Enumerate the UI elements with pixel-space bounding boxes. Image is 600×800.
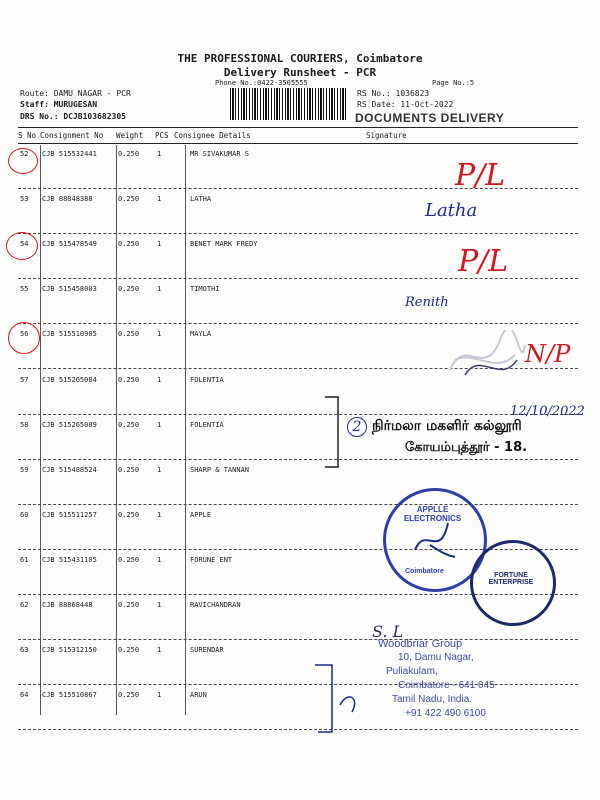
weight: 0.250: [118, 601, 140, 609]
weight: 0.250: [118, 285, 140, 293]
weight: 0.250: [118, 646, 140, 654]
table-row: [0, 646, 600, 658]
col-signature: Signature: [366, 131, 407, 140]
consignment-number: CJB 515488524: [42, 466, 97, 474]
consignee-name: RAVICHANDRAN: [190, 601, 241, 609]
consignee-name: FOLENTIA: [190, 421, 224, 429]
weight: 0.250: [118, 556, 140, 564]
header-top-rule: [18, 127, 578, 128]
table-row: [0, 240, 600, 252]
pieces: 1: [157, 150, 162, 158]
consignee-name: LATHA: [190, 195, 212, 203]
weight: 0.250: [118, 511, 140, 519]
woodbriar-line3: Puliakulam,: [386, 666, 438, 677]
table-row: [0, 511, 600, 523]
row-divider: [18, 639, 578, 640]
row-divider: [18, 323, 578, 324]
table-row: [0, 466, 600, 478]
table-row: [0, 150, 600, 162]
consignee-name: APPLE: [190, 511, 212, 519]
woodbriar-line1: Woodbriar Group: [378, 638, 463, 650]
serial-number: 59: [20, 466, 29, 474]
serial-number: 56: [20, 330, 29, 338]
handwritten-pl: P/L: [455, 158, 506, 193]
pieces: 1: [157, 466, 162, 474]
circled-two: 2: [347, 417, 367, 437]
pieces: 1: [157, 195, 162, 203]
documents-delivery-stamp: DOCUMENTS DELIVERY: [355, 111, 505, 125]
row-divider: [18, 729, 578, 730]
consignment-number: CJB 515458003: [42, 285, 97, 293]
consignment-number: CJB 515265084: [42, 376, 97, 384]
consignee-name: MR SIVAKUMAR S: [190, 150, 250, 158]
consignment-number: CJB 88868448: [42, 601, 93, 609]
header-bottom-rule: [18, 143, 578, 144]
red-circle: [8, 322, 40, 354]
consignment-number: CJB 515510867: [42, 691, 97, 699]
route: Route: DAMU NAGAR - PCR: [20, 89, 131, 98]
row-divider: [18, 414, 578, 415]
red-circle: [8, 148, 38, 174]
table-row: [0, 691, 600, 703]
serial-number: 61: [20, 556, 29, 564]
consignment-number: CJB 515312150: [42, 646, 97, 654]
barcode: [230, 88, 348, 120]
consignee-name: MAYLA: [190, 330, 212, 338]
bracket-signature: [310, 660, 370, 740]
pieces: 1: [157, 511, 162, 519]
serial-number: 52: [20, 150, 29, 158]
col-pcs: PCS: [155, 131, 169, 140]
weight: 0.250: [118, 330, 140, 338]
pieces: 1: [157, 601, 162, 609]
consignee-name: FORUNE ENT: [190, 556, 233, 564]
col-weight: Weight: [116, 131, 144, 140]
consignment-number: CJB 515532441: [42, 150, 97, 158]
apple-seal-signature: [410, 515, 460, 565]
page-number: Page No.:5: [432, 79, 475, 87]
staff: Staff: MURUGESAN: [20, 100, 98, 109]
bracket-mark: [320, 392, 350, 472]
weight: 0.250: [118, 691, 140, 699]
consignment-number: CJB 515431105: [42, 556, 97, 564]
woodbriar-line5: Tamil Nadu, India.: [392, 694, 473, 705]
row-divider: [18, 233, 578, 234]
serial-number: 57: [20, 376, 29, 384]
pieces: 1: [157, 646, 162, 654]
weight: 0.250: [118, 150, 140, 158]
serial-number: 64: [20, 691, 29, 699]
red-circle: [6, 232, 38, 260]
consignee-name: TIMOTHI: [190, 285, 220, 293]
handwritten-date: 12/10/2022: [510, 404, 585, 419]
consignee-name: BENET MARK FREDY: [190, 240, 258, 248]
table-row: [0, 195, 600, 207]
consignee-name: ARUN: [190, 691, 207, 699]
woodbriar-line6: +91 422 490 6100: [405, 708, 486, 719]
handwritten-np: N/P: [525, 340, 571, 368]
weight: 0.250: [118, 466, 140, 474]
signature-latha: Latha: [425, 200, 478, 221]
consignment-number: CJB 515478549: [42, 240, 97, 248]
serial-number: 62: [20, 601, 29, 609]
table-row: [0, 285, 600, 297]
weight: 0.250: [118, 195, 140, 203]
document-title: Delivery Runsheet - PCR: [223, 66, 377, 79]
col-consignment: Consignment No: [40, 131, 104, 140]
drs-number: DRS No.: DCJB103682305: [20, 112, 126, 121]
rs-number: RS No.: 1036823: [357, 89, 430, 98]
col-sno: S No: [18, 131, 37, 140]
college-stamp-line1: நிர்மலா மகளிர் கல்லூரி: [372, 418, 522, 434]
handwritten-pl: P/L: [458, 244, 509, 279]
serial-number: 55: [20, 285, 29, 293]
apple-seal-text: APPLLE ELECTRONICS: [403, 505, 462, 523]
serial-number: 58: [20, 421, 29, 429]
company-name: THE PROFESSIONAL COURIERS, Coimbatore: [177, 52, 423, 65]
serial-number: 54: [20, 240, 29, 248]
phone-number: Phone No.:0422-3505555: [215, 79, 308, 87]
pieces: 1: [157, 421, 162, 429]
consignment-number: CJB 88848388: [42, 195, 93, 203]
apple-seal-city: Coimbatore: [405, 568, 444, 575]
row-divider: [18, 459, 578, 460]
signature-renith: Renith: [405, 295, 449, 310]
scribble-mark: [445, 330, 530, 385]
pieces: 1: [157, 285, 162, 293]
weight: 0.250: [118, 240, 140, 248]
pieces: 1: [157, 556, 162, 564]
col-consignee: Consignee Details: [174, 131, 251, 140]
consignee-name: SURENDAR: [190, 646, 224, 654]
weight: 0.250: [118, 376, 140, 384]
college-stamp-line2: கோயம்புத்தூர் - 18.: [405, 440, 528, 455]
consignment-number: CJB 515510905: [42, 330, 97, 338]
pieces: 1: [157, 691, 162, 699]
fortune-seal-text: FORTUNE ENTERPRISE: [488, 572, 534, 586]
serial-number: 53: [20, 195, 29, 203]
consignee-name: SHARP & TANNAN: [190, 466, 250, 474]
consignment-number: CJB 515511257: [42, 511, 97, 519]
serial-number: 63: [20, 646, 29, 654]
weight: 0.250: [118, 421, 140, 429]
consignment-number: CJB 515265089: [42, 421, 97, 429]
pieces: 1: [157, 240, 162, 248]
serial-number: 60: [20, 511, 29, 519]
woodbriar-line2: 10, Damu Nagar,: [398, 652, 474, 663]
woodbriar-line4: Coimbatore - 641 045: [398, 680, 495, 691]
signature-ravichandran: S. L: [372, 622, 404, 641]
pieces: 1: [157, 330, 162, 338]
pieces: 1: [157, 376, 162, 384]
consignee-name: FOLENTIA: [190, 376, 224, 384]
row-divider: [18, 504, 578, 505]
rs-date: RS Date: 11-Oct-2022: [357, 100, 454, 109]
